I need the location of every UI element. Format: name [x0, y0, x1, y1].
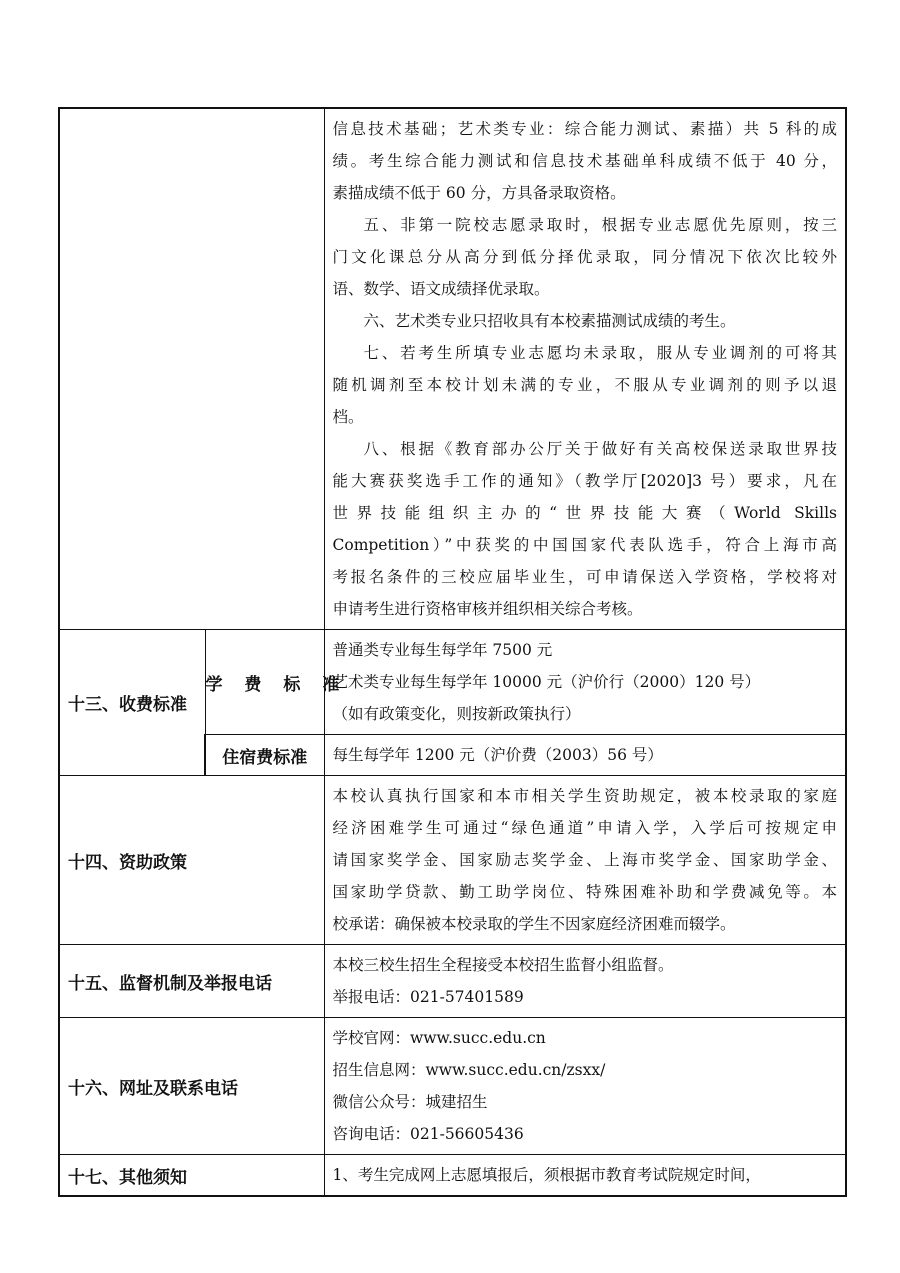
contact-content: [324, 1018, 846, 1155]
tuition-label: 学 费 标 准: [205, 630, 324, 735]
text-line: 经济困难学生可通过“绿色通道”申请入学，入学后可按规定申: [332, 819, 837, 837]
aid-policy-row: [59, 776, 846, 945]
text-line: 语、数学、语文成绩择优录取。: [332, 280, 550, 298]
text-line: 世界技能组织主办的“世界技能大赛（World Skills: [332, 504, 837, 522]
text-line: 档。: [332, 408, 364, 426]
text-line: 门文化课总分从高分到低分择优录取，同分情况下依次比较外: [332, 248, 837, 266]
text-line: 八、根据《教育部办公厅关于做好有关高校保送录取世界技: [363, 440, 837, 458]
text-line: 绩。考生综合能力测试和信息技术基础单科成绩不低于 40 分，: [332, 152, 837, 170]
text-line: 能大赛获奖选手工作的通知》（教学厅[2020]3 号）要求，凡在: [332, 472, 837, 490]
other-notes-content: [324, 1155, 846, 1197]
supervision-row: [59, 945, 846, 1018]
text-line: 艺术类专业每生每学年 10000 元（沪价行（2000）120 号）: [332, 673, 761, 691]
admission-website: 招生信息网：www.succ.edu.cn/zsxx/: [332, 1061, 606, 1079]
admission-info-table: [58, 107, 847, 1197]
text-line: 国家助学贷款、勤工助学岗位、特殊困难补助和学费减免等。本: [332, 883, 837, 901]
report-phone: 举报电话：021-57401589: [332, 988, 524, 1006]
text-line: （如有政策变化，则按新政策执行）: [332, 705, 581, 723]
text-line: 本校认真执行国家和本市相关学生资助规定，被本校录取的家庭: [332, 787, 837, 805]
text-line: 随机调剂至本校计划未满的专业，不服从专业调剂的则予以退: [332, 376, 837, 394]
empty-label-cell: [59, 108, 324, 630]
text-line: 信息技术基础；艺术类专业：综合能力测试、素描）共 5 科的成: [332, 120, 837, 138]
text-line: 本校三校生招生全程接受本校招生监督小组监督。: [332, 956, 674, 974]
other-notes-label: 十七、其他须知: [59, 1155, 324, 1197]
continuation-row: [59, 108, 846, 630]
consult-phone: 咨询电话：021-56605436: [332, 1125, 524, 1143]
continuation-content: [324, 108, 846, 630]
supervision-label: 十五、监督机制及举报电话: [59, 945, 324, 1018]
text-line: 六、艺术类专业只招收具有本校素描测试成绩的考生。: [363, 312, 736, 330]
contact-row: [59, 1018, 846, 1155]
fees-label: 十三、收费标准: [59, 630, 205, 776]
dorm-fee-content: [324, 735, 846, 776]
text-line: 每生每学年 1200 元（沪价费（2003）56 号）: [332, 746, 663, 764]
aid-policy-content: [324, 776, 846, 945]
text-line: 申请考生进行资格审核并组织相关综合考核。: [332, 600, 643, 618]
text-line: 校承诺：确保被本校录取的学生不因家庭经济困难而辍学。: [332, 915, 736, 933]
contact-label: 十六、网址及联系电话: [59, 1018, 324, 1155]
text-line: Competition）”中获奖的中国国家代表队选手，符合上海市高: [332, 536, 837, 554]
text-line: 素描成绩不低于 60 分，方具备录取资格。: [332, 184, 626, 202]
text-line: 请国家奖学金、国家励志奖学金、上海市奖学金、国家助学金、: [332, 851, 837, 869]
school-website: 学校官网：www.succ.edu.cn: [332, 1029, 546, 1047]
text-line: 七、若考生所填专业志愿均未录取，服从专业调剂的可将其: [363, 344, 837, 362]
text-line: 普通类专业每生每学年 7500 元: [332, 641, 553, 659]
fees-row-tuition: [59, 630, 846, 735]
other-notes-row: [59, 1155, 846, 1197]
dorm-fee-label: 住宿费标准: [205, 735, 324, 776]
supervision-content: [324, 945, 846, 1018]
text-line: 五、非第一院校志愿录取时，根据专业志愿优先原则，按三: [363, 216, 837, 234]
aid-policy-label: 十四、资助政策: [59, 776, 324, 945]
tuition-content: [324, 630, 846, 735]
wechat-account: 微信公众号：城建招生: [332, 1093, 488, 1111]
text-line: 1、考生完成网上志愿填报后，须根据市教育考试院规定时间，: [332, 1166, 761, 1184]
text-line: 考报名条件的三校应届毕业生，可申请保送入学资格，学校将对: [332, 568, 837, 586]
